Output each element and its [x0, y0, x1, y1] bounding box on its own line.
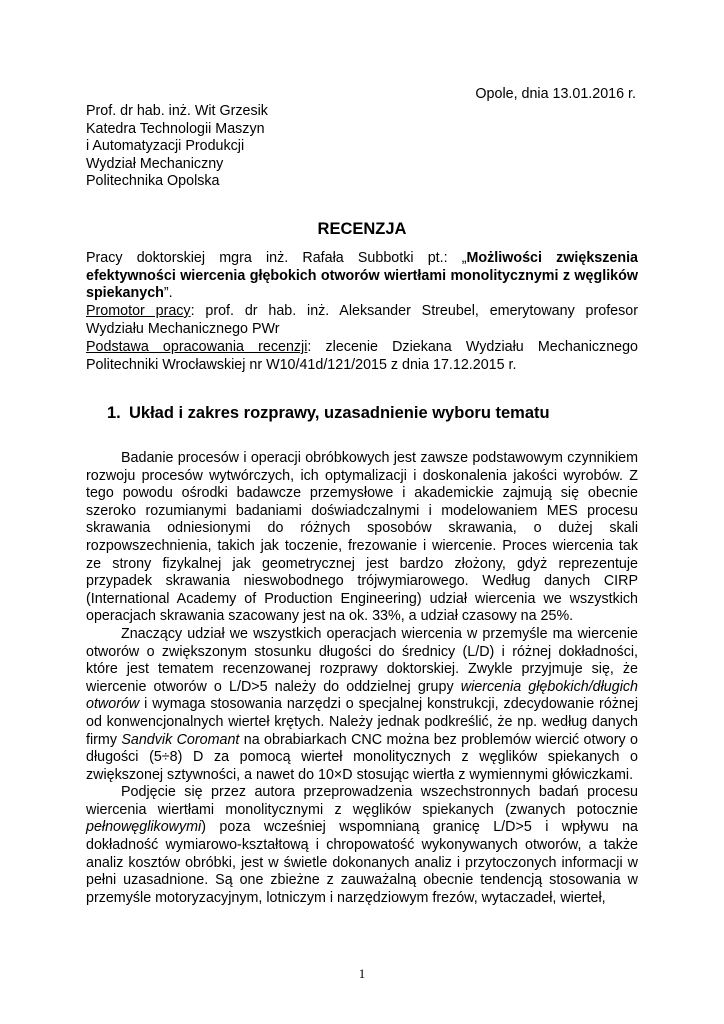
- paragraph: [86, 626, 638, 784]
- emphasis-text: wiercenia głębokich/długich otworów: [86, 678, 638, 713]
- paragraph: Badanie procesów i operacji obróbkowych jest zawsze podstawowym czynnikiem rozwoju procesów wytwórczych, ich optymalizacji i doskonalenia jakości wyrobów. Z tego powodu ośrodki badawcze przemysłowe i akademickie zajmują się obecnie szeroko rozumianymi badaniami doświadczalnymi i modelowaniem MES procesu skrawania odniesionymi do różnych sposobów skrawania, o dużej skali rozpowszechnienia, takich jak toczenie, frezowanie i wiercenie. Proces wiercenia tak ze strony fizykalnej jak geometrycznej jest bardzo złożony, gdyż reprezentuje przypadek skrawania nieswobodnego trójwymiarowego. Według danych CIRP (International Academy of Production Engineering) udział wiercenia we wszystkich operacjach skrawania szacowany jest na ok. 33%, a udział czasowy na 25%.: [86, 450, 638, 625]
- paragraph-text: Podjęcie się przez autora przeprowadzenia wszechstronnych badań procesu wiercenia wiertłami monolitycznymi z węglików spiekanych (zwanych potocznie: [86, 784, 638, 818]
- page-number: 1: [358, 966, 366, 981]
- intro-suffix: ”.: [163, 285, 173, 302]
- basis-text: : zlecenie Dziekana Wydziału Mechanicznego Politechniki Wrocławskiej nr W10/41d/121/2015 z dnia 17.12.2015 r.: [86, 339, 638, 373]
- reviewer-address: [86, 103, 268, 191]
- basis-label: Podstawa opracowania recenzji: [86, 339, 308, 355]
- emphasis-text: pełnowęglikowymi: [86, 819, 202, 836]
- thesis-title: Możliwości zwiększenia efektywności wiercenia głębokich otworów wiertłami monolitycznymi z węglików spiekanych: [86, 250, 638, 302]
- address-line: Politechnika Opolska: [86, 173, 220, 190]
- paragraph-text: ) poza wcześniej wspomnianą granicę L/D>5 i wpływu na dokładność wymiarowo-kształtową i chropowatość wykonywanych otworów, a także analiz kosztów obróbki, jest w świetle dokonanych analiz i przytoczonych informacji w pełni uzasadnione. Są one zbieżne z zauważalną obecnie tendencją stosowania w przemyśle motoryzacyjnym, lotniczym i narzędziowym frezów, wytaczadeł, wierteł,: [86, 819, 638, 906]
- paragraph: [86, 784, 638, 907]
- company-name: Sandvik Coromant: [121, 731, 240, 748]
- intro-prefix: Pracy doktorskiej mgra inż. Rafała Subbotki pt.: „: [86, 250, 467, 266]
- address-line: Prof. dr hab. inż. Wit Grzesik: [86, 103, 268, 119]
- date-line: Opole, dnia 13.01.2016 r.: [475, 86, 636, 102]
- section-number: 1.: [107, 404, 121, 422]
- section-heading: [107, 405, 550, 423]
- address-line: Wydział Mechaniczny: [86, 155, 224, 172]
- thesis-intro: [86, 250, 638, 303]
- section-body: [86, 450, 638, 907]
- document-title: RECENZJA: [317, 220, 407, 238]
- address-line: Katedra Technologii Maszyn: [86, 120, 265, 137]
- paragraph-text: Znaczący udział we wszystkich operacjach wiercenia w przemyśle ma wiercenie otworów o zwiększonym stosunku długości do średnicy (L/D) i różnej dokładności, które jest tematem recenzowanej rozprawy doktorskiej. Zwykle przyjmuje się, że wiercenie otworów o L/D>5 należy do oddzielnej grupy: [86, 625, 638, 695]
- promotor-text: : prof. dr hab. inż. Aleksander Streubel, emerytowany profesor Wydziału Mechanicznego PWr: [86, 303, 638, 337]
- promotor-label: Promotor pracy: [86, 303, 191, 319]
- paragraph-text: na obrabiarkach CNC można bez problemów wiercić otwory o długości (5÷8) D za pomocą wierteł monolitycznych z węglików spiekanych o zwiększonej sztywności, a nawet do 10×D stosując wiertła z wymiennymi główiczkami.: [86, 731, 639, 783]
- promotor-line: [86, 303, 638, 338]
- basis-line: [86, 339, 638, 374]
- paragraph-text: i wymaga stosowania narzędzi o specjalnej konstrukcji, zdecydowanie różnej od konwencjonalnych wierteł krętych. Należy jednak podkreślić, że np. według danych firmy: [86, 696, 638, 748]
- address-line: i Automatyzacji Produkcji: [86, 138, 245, 155]
- section-title: Układ i zakres rozprawy, uzasadnienie wyboru tematu: [129, 404, 550, 422]
